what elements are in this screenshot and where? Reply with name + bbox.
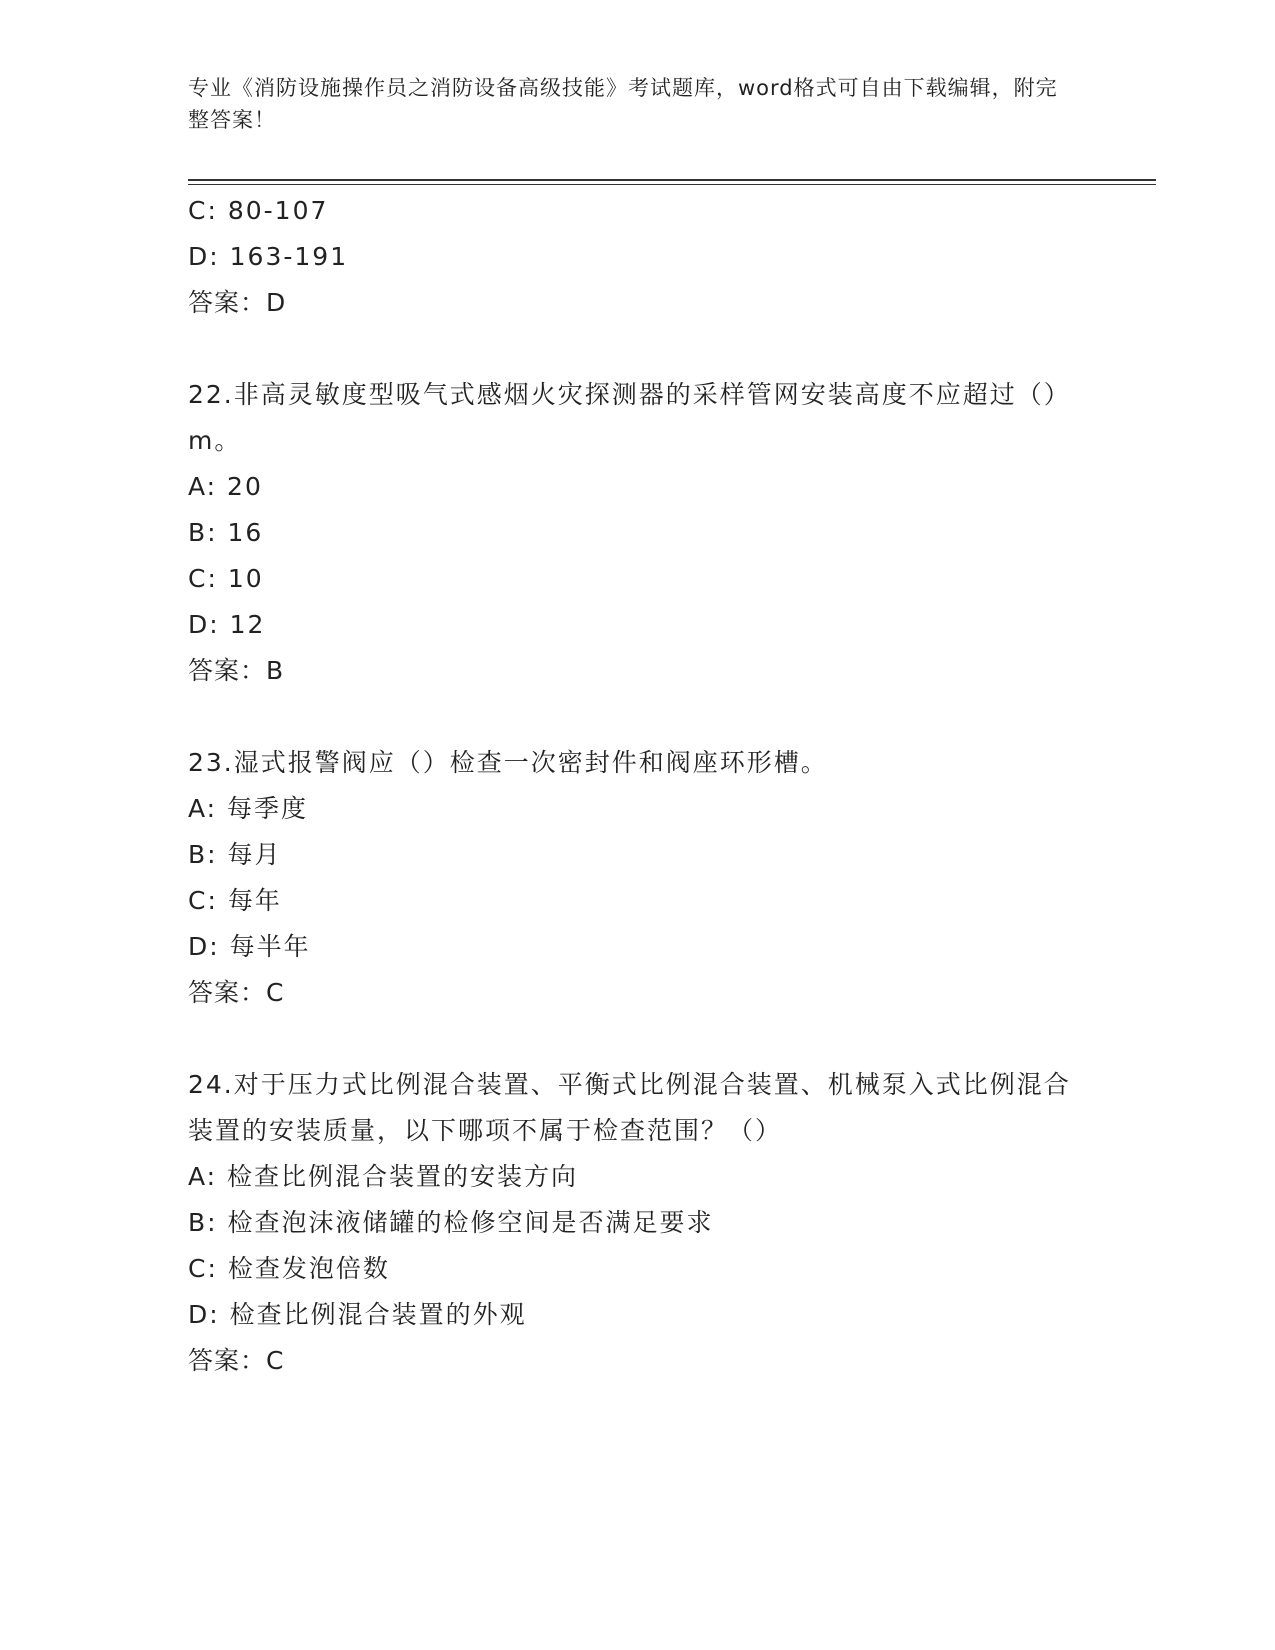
question-24 xyxy=(188,1062,1088,1384)
question-stem: 24.对于压力式比例混合装置、平衡式比例混合装置、机械泵入式比例混合装置的安装质量，以下哪项不属于检查范围？（） xyxy=(188,1070,1071,1145)
answer-line: 答案：C xyxy=(188,978,285,1007)
question-21-continued xyxy=(188,188,1088,326)
option-c: C: 检查发泡倍数 xyxy=(188,1254,390,1283)
option-a: A: 20 xyxy=(188,472,263,501)
option-d: D: 12 xyxy=(188,610,266,639)
option-b: B: 检查泡沫液储罐的检修空间是否满足要求 xyxy=(188,1208,714,1237)
option-c: C: 每年 xyxy=(188,886,282,915)
answer-line: 答案：B xyxy=(188,656,285,685)
question-22 xyxy=(188,372,1088,694)
question-stem: 23.湿式报警阀应（）检查一次密封件和阀座环形槽。 xyxy=(188,748,828,777)
option-a: A: 检查比例混合装置的安装方向 xyxy=(188,1162,579,1191)
option-c: C: 80-107 xyxy=(188,196,329,225)
answer-line: 答案：D xyxy=(188,288,287,317)
option-d: D: 检查比例混合装置的外观 xyxy=(188,1300,527,1329)
option-d: D: 每半年 xyxy=(188,932,311,961)
question-stem: 22.非高灵敏度型吸气式感烟火灾探测器的采样管网安装高度不应超过（）m。 xyxy=(188,380,1071,455)
question-23 xyxy=(188,740,1088,1016)
option-d: D: 163-191 xyxy=(188,242,349,271)
answer-line: 答案：C xyxy=(188,1346,285,1375)
question-list xyxy=(188,188,1088,1384)
option-a: A: 每季度 xyxy=(188,794,309,823)
option-b: B: 16 xyxy=(188,518,264,547)
header-divider-thin xyxy=(188,184,1156,185)
option-c: C: 10 xyxy=(188,564,264,593)
page-header: 专业《消防设施操作员之消防设备高级技能》考试题库，word格式可自由下载编辑，附完整答案！ xyxy=(188,76,1058,132)
header-divider-thick xyxy=(188,179,1156,181)
option-b: B: 每月 xyxy=(188,840,282,869)
